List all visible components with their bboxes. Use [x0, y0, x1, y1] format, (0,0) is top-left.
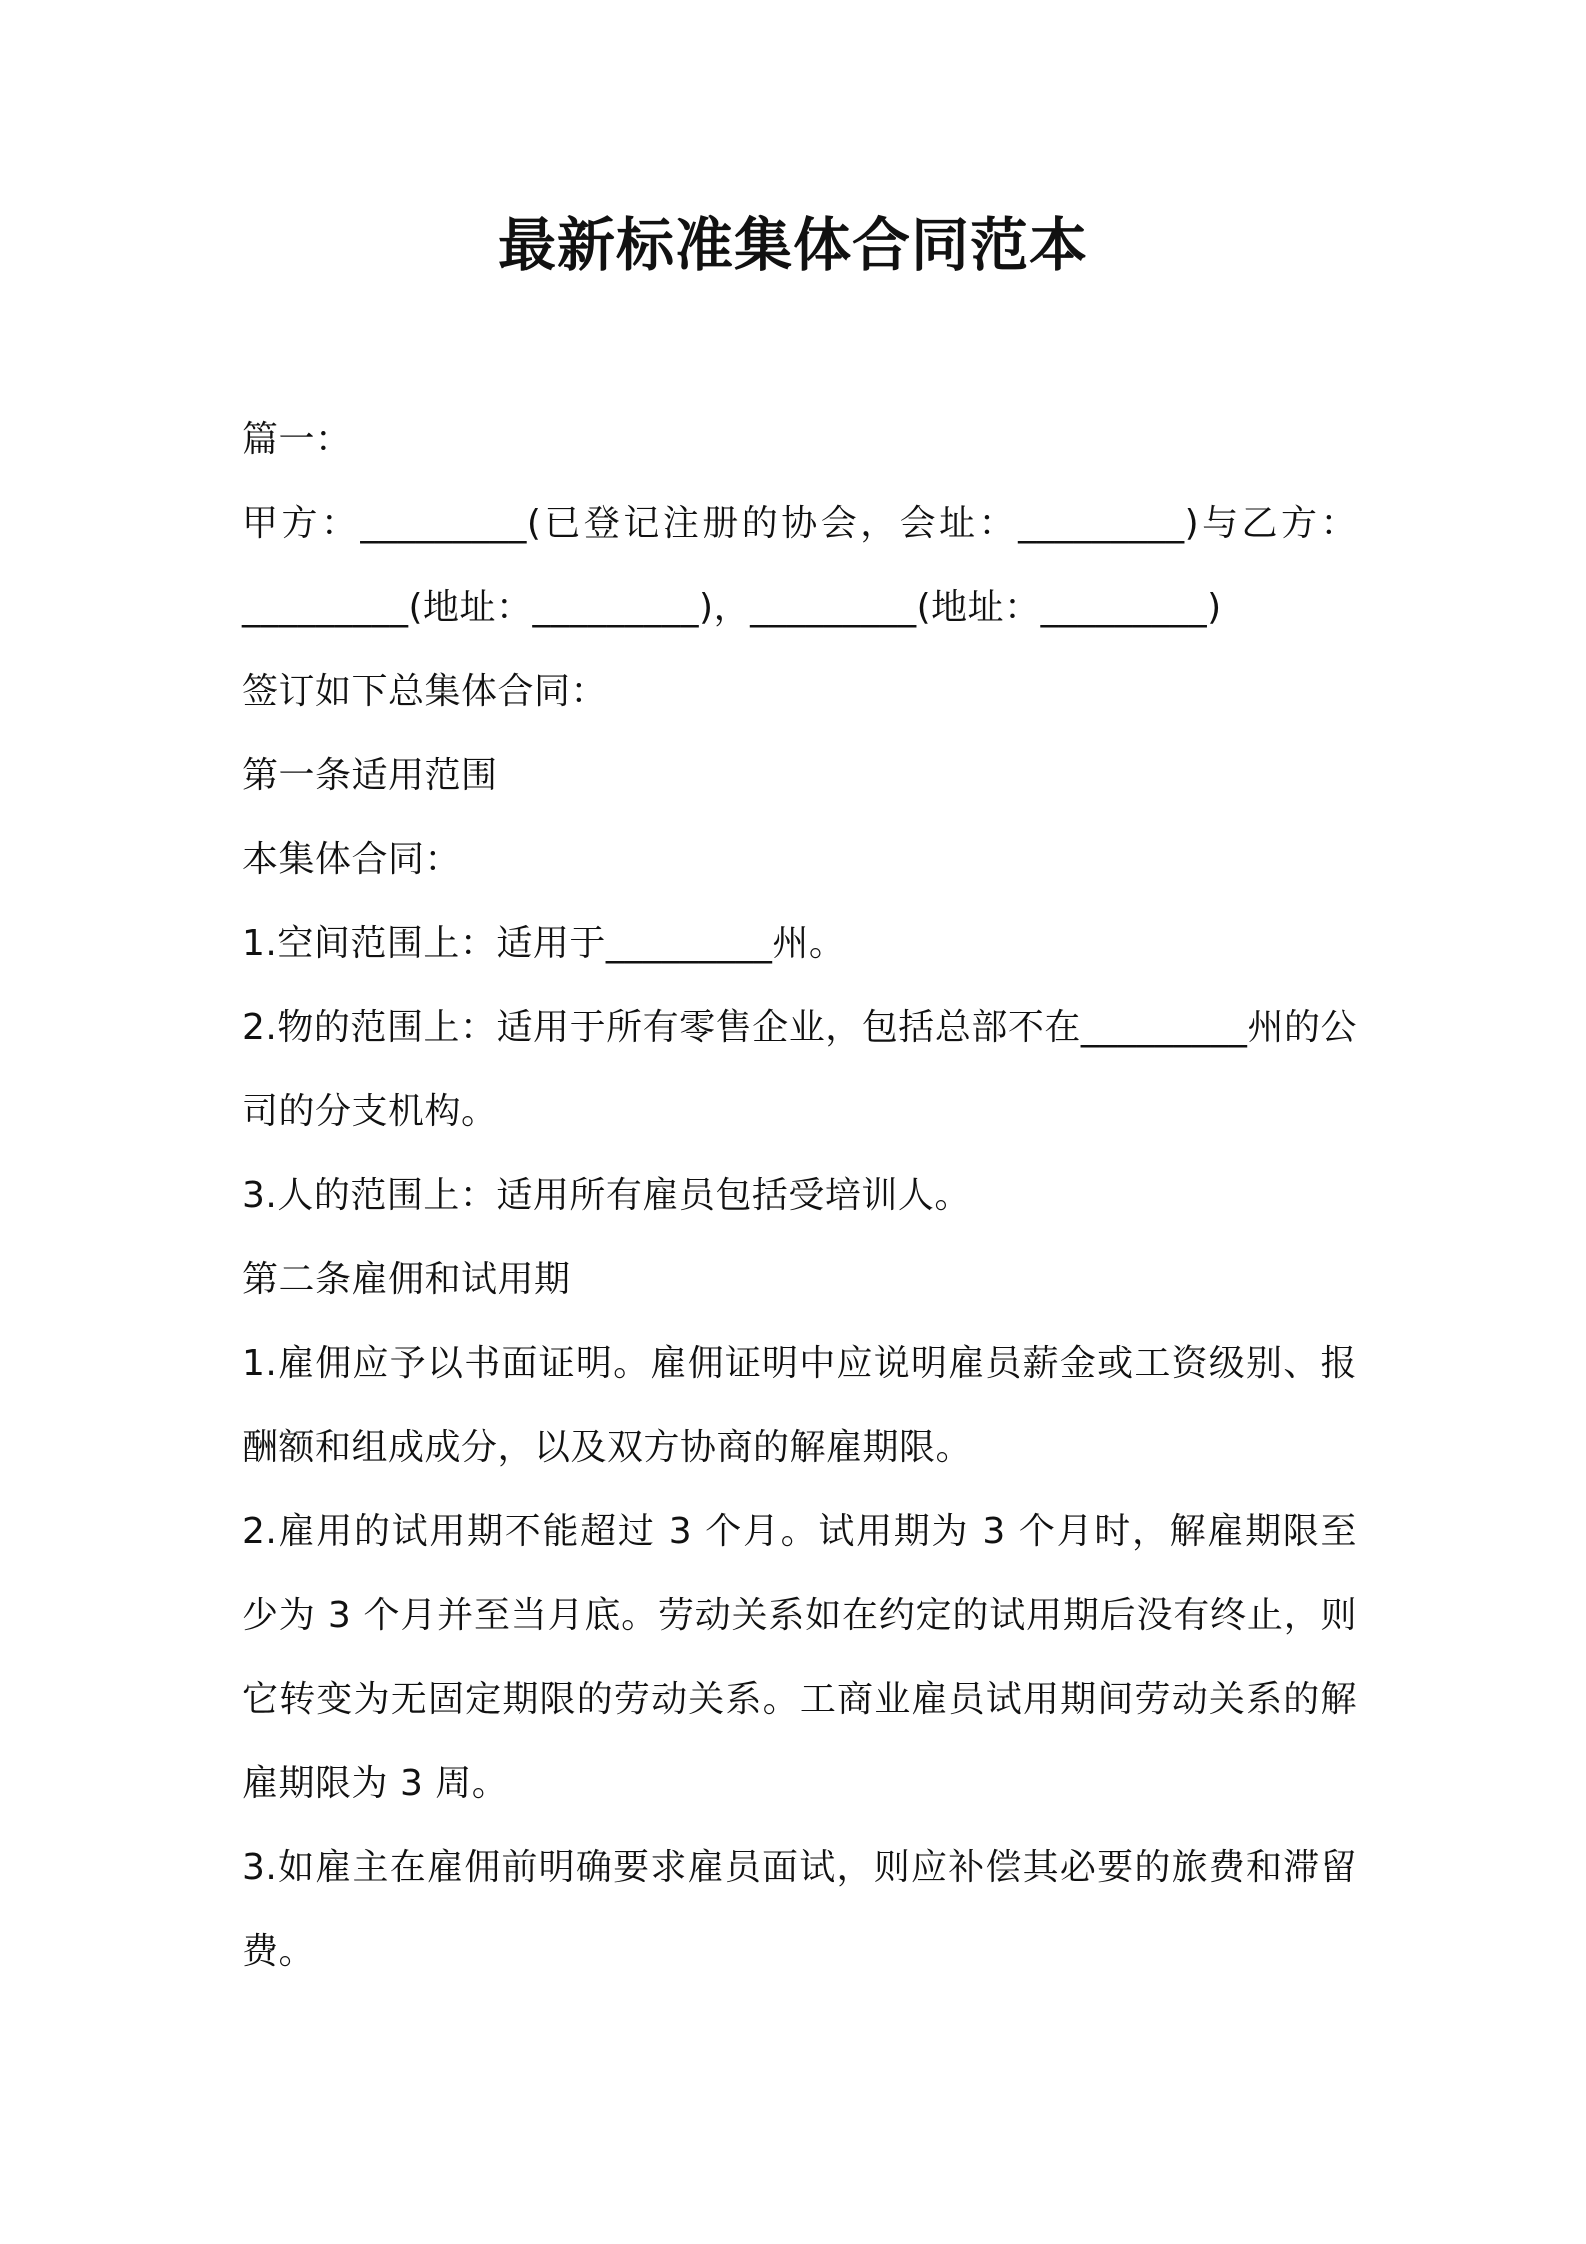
list-item: 1.空间范围上：适用于_________州。 [242, 923, 846, 964]
article-heading: 第一条适用范围 [242, 755, 498, 796]
list-item: 2.物的范围上：适用于所有零售企业，包括总部不在_________州的公司的分支机构。 [242, 1007, 1357, 1132]
section-heading: 篇一： [242, 419, 352, 460]
agreement-intro: 签订如下总集体合同： [242, 671, 608, 712]
document-title: 最新标准集体合同范本 [497, 211, 1088, 279]
list-item: 3.如雇主在雇佣前明确要求雇员面试，则应补偿其必要的旅费和滞留费。 [242, 1847, 1357, 1972]
document-body [242, 398, 1357, 1994]
list-item: 2.雇用的试用期不能超过 3 个月。试用期为 3 个月时，解雇期限至少为 3 个月并至当月底。劳动关系如在约定的试用期后没有终止，则它转变为无固定期限的劳动关系。工商业雇员试用期间劳动关系的解雇期限为 3 周。 [242, 1511, 1357, 1804]
list-item: 3.人的范围上：适用所有雇员包括受培训人。 [242, 1175, 971, 1216]
article-heading: 第二条雇佣和试用期 [242, 1259, 571, 1300]
parties-paragraph: 甲方：_________(已登记注册的协会，会址：_________)与乙方：_________(地址：_________)，_________(地址：_________) [242, 503, 1357, 628]
paragraph: 本集体合同： [242, 839, 462, 880]
list-item: 1.雇佣应予以书面证明。雇佣证明中应说明雇员薪金或工资级别、报酬额和组成成分，以及双方协商的解雇期限。 [242, 1343, 1357, 1468]
